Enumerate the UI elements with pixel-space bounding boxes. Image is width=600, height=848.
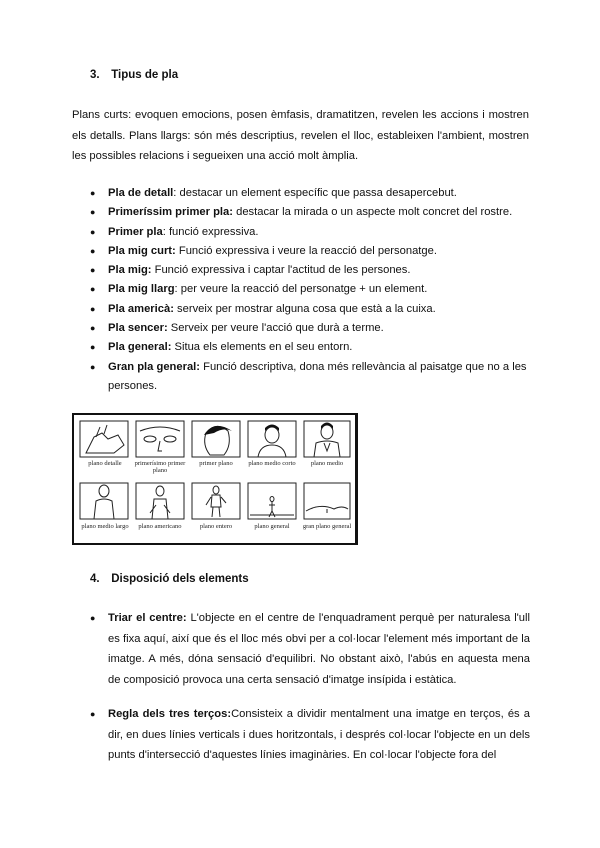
composition-list-2 <box>90 704 530 766</box>
caption-plano-detalle: plano detalle <box>88 460 122 467</box>
bullet-icon: ● <box>90 709 96 719</box>
item-term: Primeríssim primer pla: <box>108 206 233 219</box>
caption-plano-general: plano general <box>254 523 290 530</box>
item-text: destacar la mirada o un aspecte molt concret del rostre. <box>232 206 513 219</box>
list-item <box>90 261 530 280</box>
caption-gran-plano-general: gran plano general <box>302 523 352 530</box>
bullet-icon: ● <box>90 207 96 218</box>
frame-extreme-long <box>304 483 350 519</box>
bullet-icon: ● <box>90 245 96 256</box>
list-item <box>90 358 530 397</box>
caption-primerisimo-primer-plano: primerísimo primer plano <box>134 460 186 474</box>
section-4-number: 4. <box>90 573 100 585</box>
shot-types-list <box>90 184 530 396</box>
bullet-icon: ● <box>90 342 96 353</box>
list-item <box>90 203 530 222</box>
frame-extreme-closeup <box>136 421 184 457</box>
bullet-icon: ● <box>90 284 96 295</box>
item-text: Consisteix a dividir mentalment una imatge en terços, és a dir, en dues línies verticals i dues horitzontals, i després col·locar l'objecte en un dels punts d'intersecció d'aquestes línies imaginàries. En col·locar l'objecte fora del <box>108 708 530 762</box>
item-term: Triar el centre: <box>108 612 187 624</box>
list-item <box>90 242 530 261</box>
list-item <box>90 300 530 319</box>
caption-plano-entero: plano entero <box>199 523 233 530</box>
list-item <box>90 338 530 357</box>
bullet-icon: ● <box>90 613 96 623</box>
composition-list-1 <box>90 608 530 691</box>
caption-plano-medio-corto: plano medio corto <box>248 460 296 467</box>
bullet-icon: ● <box>90 323 96 334</box>
item-term: Pla americà: <box>108 302 174 315</box>
frame-american <box>136 483 184 519</box>
item-term: Pla de detall <box>108 187 174 199</box>
item-text: : destacar un element específic que passa desapercebut. <box>173 187 457 199</box>
item-term: Pla sencer: <box>108 322 168 335</box>
bullet-icon: ● <box>90 265 96 276</box>
bullet-icon: ● <box>90 361 96 372</box>
section-3-number: 3. <box>90 69 100 81</box>
section-3-title: Tipus de pla <box>111 69 179 81</box>
list-item <box>90 280 530 299</box>
item-text: Funció descriptiva, dona més rellevància al paisatge que no a les persones. <box>108 360 527 392</box>
item-term: Regla dels tres terços: <box>108 708 232 720</box>
item-text: Funció expressiva i captar l'actitud de les persones. <box>151 264 411 277</box>
item-text: : per veure la reacció del personatge + un element. <box>174 283 428 296</box>
item-text: Situa els elements en el seu entorn. <box>171 341 353 354</box>
list-item <box>90 608 530 691</box>
list-item <box>90 184 530 203</box>
list-item <box>90 704 530 766</box>
frame-medium-long <box>80 483 128 519</box>
item-text: L'objecte en el centre de l'enquadrament perquè per naturalesa l'ull es fixa aquí, així que és el lloc més obvi per a col·locar l'element més important de la imatge. A més, dóna sensació d'equilibri. No obstant això, l'abús en aquesta mena de composició provoca una certa sensació d'imatge insípida i estàtica. <box>108 612 531 687</box>
caption-primer-plano: primer plano <box>199 460 233 467</box>
section-3-intro: Plans curts: evoquen emocions, posen èmfasis, dramatitzen, revelen les accions i mostren els detalls. Plans llargs: són més descriptius, revelen el lloc, estableixen l'ambient, mostren les possibles relacions i segueixen una acció molt àmplia. <box>72 109 529 162</box>
item-term: Pla mig curt: <box>108 244 176 257</box>
caption-plano-americano: plano americano <box>138 523 182 530</box>
bullet-icon: ● <box>90 188 96 198</box>
section-3-heading <box>90 69 178 81</box>
item-text: Serveix per veure l'acció que durà a terme. <box>167 322 384 335</box>
section-4-title: Disposició dels elements <box>111 573 249 585</box>
list-item <box>90 223 530 242</box>
caption-plano-medio: plano medio <box>310 460 344 467</box>
item-term: Pla general: <box>108 341 172 354</box>
item-term: Pla mig llarg <box>108 283 175 296</box>
bullet-icon: ● <box>90 226 96 237</box>
shot-types-figure <box>72 413 358 545</box>
frame-full <box>192 483 240 519</box>
item-term: Pla mig: <box>108 264 152 277</box>
item-text: : funció expressiva. <box>162 225 259 238</box>
item-term: Gran pla general: <box>108 360 201 373</box>
item-term: Primer pla <box>108 225 163 238</box>
bullet-icon: ● <box>90 303 96 314</box>
list-item <box>90 319 530 338</box>
caption-plano-medio-largo: plano medio largo <box>81 523 129 530</box>
item-text: serveix per mostrar alguna cosa que està a la cuixa. <box>173 302 436 315</box>
item-text: Funció expressiva i veure la reacció del personatge. <box>175 244 437 257</box>
section-4-heading <box>90 573 249 585</box>
